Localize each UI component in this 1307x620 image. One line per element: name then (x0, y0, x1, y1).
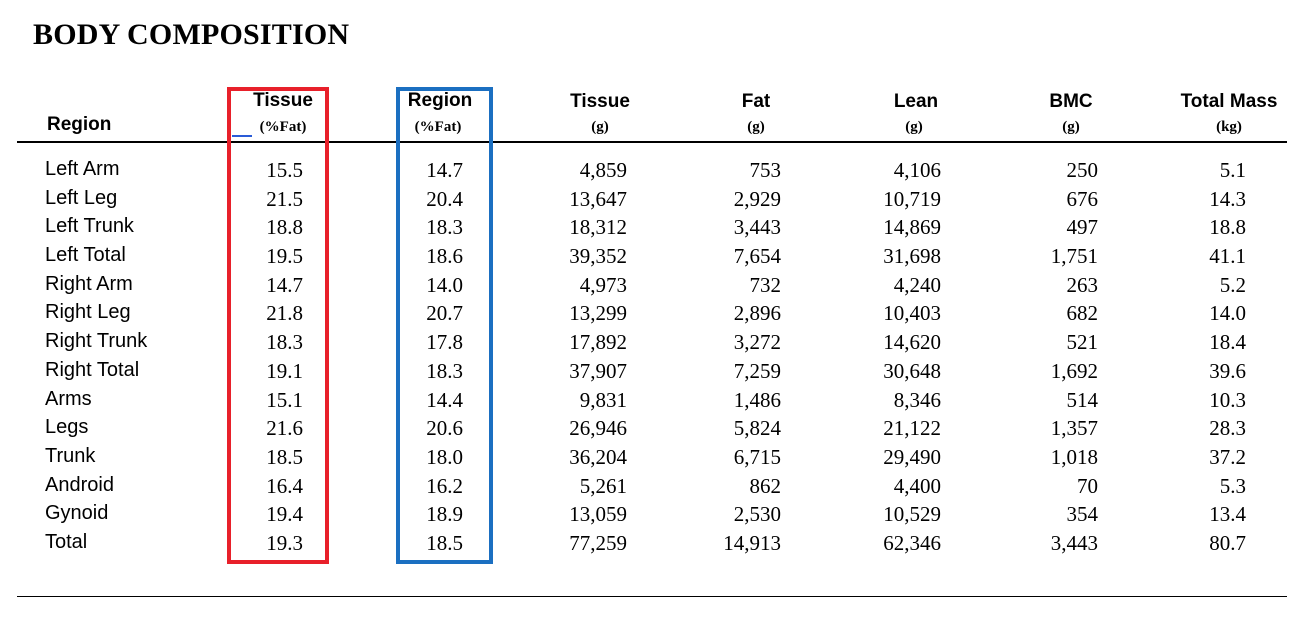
table-row (0, 241, 1307, 270)
tissue-pct-cell: 15.1 (266, 387, 303, 412)
bmc-cell: 263 (1066, 272, 1098, 297)
lean-cell: 62,346 (883, 530, 941, 555)
region-pct-cell: 14.4 (426, 387, 463, 412)
region-name-cell: Left Total (45, 244, 126, 267)
total-mass-cell: 5.1 (1219, 158, 1246, 182)
tissue-g-cell: 4,859 (579, 158, 627, 182)
fat-cell: 2,896 (733, 301, 781, 326)
table-row (0, 155, 1307, 184)
lean-cell: 29,490 (883, 444, 941, 469)
header-total-mass-unit: (kg) (1216, 119, 1242, 135)
total-mass-cell: 41.1 (1209, 244, 1246, 269)
bmc-cell: 1,751 (1050, 244, 1098, 269)
header-tissue-pct-unit: (%Fat) (259, 119, 307, 135)
header-divider (17, 141, 1287, 143)
total-mass-cell: 37.2 (1209, 444, 1246, 469)
tissue-pct-cell: 19.1 (266, 358, 303, 383)
region-pct-cell: 14.7 (426, 158, 463, 182)
bmc-cell: 3,443 (1050, 530, 1098, 555)
fat-cell: 3,272 (733, 330, 781, 355)
tissue-pct-cell: 19.5 (266, 244, 303, 269)
region-fat-highlight-box (396, 87, 493, 564)
lean-cell: 14,869 (883, 215, 941, 240)
header-fat-unit: (g) (747, 119, 765, 135)
header-region-pct-unit: (%Fat) (414, 119, 462, 135)
region-pct-cell: 18.3 (426, 358, 463, 383)
tissue-pct-cell: 21.5 (266, 186, 303, 211)
bmc-cell: 250 (1066, 158, 1098, 182)
region-pct-cell: 20.7 (426, 301, 463, 326)
tissue-g-cell: 13,059 (569, 502, 627, 527)
fat-cell: 2,530 (733, 502, 781, 527)
total-mass-cell: 10.3 (1209, 387, 1246, 412)
tissue-g-cell: 5,261 (579, 473, 627, 498)
tissue-g-cell: 37,907 (569, 358, 627, 383)
total-mass-cell: 80.7 (1209, 530, 1246, 555)
fat-cell: 7,259 (733, 358, 781, 383)
header-region-pct-label: Region (407, 90, 473, 111)
tissue-g-cell: 36,204 (569, 444, 627, 469)
region-pct-cell: 18.3 (426, 215, 463, 240)
lean-cell: 4,240 (893, 272, 941, 297)
table-body (0, 155, 1307, 557)
table-row (0, 442, 1307, 471)
tissue-pct-cell: 18.3 (266, 330, 303, 355)
fat-cell: 732 (749, 272, 781, 297)
tissue-g-cell: 18,312 (569, 215, 627, 240)
table-row (0, 413, 1307, 442)
region-name-cell: Gynoid (45, 502, 109, 525)
region-name-cell: Right Trunk (45, 330, 148, 353)
header-tissue-pct-label: Tissue (253, 90, 313, 111)
table-row (0, 528, 1307, 557)
region-pct-cell: 18.5 (426, 530, 463, 555)
tissue-pct-cell: 21.6 (266, 416, 303, 441)
table-row (0, 327, 1307, 356)
tissue-pct-cell: 15.5 (266, 158, 303, 182)
lean-cell: 21,122 (883, 416, 941, 441)
total-mass-cell: 5.3 (1219, 473, 1246, 498)
tissue-pct-cell: 14.7 (266, 272, 303, 297)
lean-cell: 4,106 (893, 158, 941, 182)
lean-cell: 10,719 (883, 186, 941, 211)
header-tissue-g-unit: (g) (591, 119, 609, 135)
lean-cell: 8,346 (893, 387, 941, 412)
bmc-cell: 521 (1066, 330, 1098, 355)
fat-cell: 14,913 (723, 530, 781, 555)
lean-cell: 10,529 (883, 502, 941, 527)
region-pct-cell: 14.0 (426, 272, 463, 297)
table-row (0, 270, 1307, 299)
lean-cell: 30,648 (883, 358, 941, 383)
header-fat-label: Fat (741, 91, 771, 112)
tissue-g-cell: 4,973 (579, 272, 627, 297)
bmc-cell: 682 (1066, 301, 1098, 326)
header-tissue-g-label: Tissue (570, 91, 630, 112)
tissue-pct-cell: 19.3 (266, 530, 303, 555)
tissue-g-cell: 13,299 (569, 301, 627, 326)
total-mass-cell: 28.3 (1209, 416, 1246, 441)
region-pct-cell: 20.6 (426, 416, 463, 441)
tissue-g-cell: 26,946 (569, 416, 627, 441)
region-name-cell: Trunk (45, 444, 96, 467)
fat-cell: 753 (749, 158, 781, 182)
region-pct-cell: 20.4 (426, 186, 463, 211)
bmc-cell: 354 (1066, 502, 1098, 527)
region-pct-cell: 18.9 (426, 502, 463, 527)
header-bmc-label: BMC (1049, 91, 1093, 112)
region-pct-cell: 18.0 (426, 444, 463, 469)
total-mass-cell: 5.2 (1219, 272, 1246, 297)
bmc-cell: 514 (1066, 387, 1098, 412)
table-row (0, 385, 1307, 414)
region-name-cell: Left Trunk (45, 215, 134, 238)
page-title: BODY COMPOSITION (33, 18, 350, 51)
header-total-mass-label: Total Mass (1180, 91, 1278, 112)
lean-cell: 10,403 (883, 301, 941, 326)
fat-cell: 5,824 (733, 416, 781, 441)
region-name-cell: Right Leg (45, 301, 131, 324)
total-mass-cell: 18.4 (1209, 330, 1246, 355)
tissue-pct-cell: 18.8 (266, 215, 303, 240)
fat-cell: 6,715 (733, 444, 781, 469)
region-name-cell: Right Total (45, 358, 140, 381)
region-name-cell: Right Arm (45, 272, 133, 295)
table-row (0, 212, 1307, 241)
bmc-cell: 1,018 (1050, 444, 1098, 469)
region-name-cell: Left Leg (45, 186, 118, 209)
tissue-fat-highlight-box (227, 87, 329, 564)
tissue-g-cell: 17,892 (569, 330, 627, 355)
total-mass-cell: 14.0 (1209, 301, 1246, 326)
tissue-g-cell: 9,831 (579, 387, 627, 412)
bmc-cell: 676 (1066, 186, 1098, 211)
header-lean-label: Lean (893, 91, 939, 112)
header-lean-unit: (g) (905, 119, 923, 135)
tissue-g-cell: 77,259 (569, 530, 627, 555)
bmc-cell: 497 (1066, 215, 1098, 240)
header-region: Region (47, 114, 112, 135)
tissue-pct-cell: 18.5 (266, 444, 303, 469)
region-name-cell: Total (45, 530, 88, 553)
table-row (0, 471, 1307, 500)
region-name-cell: Android (45, 473, 114, 496)
bmc-cell: 70 (1077, 473, 1098, 498)
fat-cell: 2,929 (733, 186, 781, 211)
lean-cell: 4,400 (893, 473, 941, 498)
region-name-cell: Left Arm (45, 158, 120, 180)
table-row (0, 184, 1307, 213)
bmc-cell: 1,357 (1050, 416, 1098, 441)
total-mass-cell: 14.3 (1209, 186, 1246, 211)
total-mass-cell: 39.6 (1209, 358, 1246, 383)
lean-cell: 14,620 (883, 330, 941, 355)
bmc-cell: 1,692 (1050, 358, 1098, 383)
table-row (0, 298, 1307, 327)
table-row (0, 356, 1307, 385)
total-mass-cell: 18.8 (1209, 215, 1246, 240)
fat-cell: 7,654 (733, 244, 781, 269)
tissue-g-cell: 13,647 (569, 186, 627, 211)
region-pct-cell: 18.6 (426, 244, 463, 269)
tissue-pct-cell: 16.4 (266, 473, 303, 498)
lean-cell: 31,698 (883, 244, 941, 269)
tissue-g-cell: 39,352 (569, 244, 627, 269)
tissue-pct-cell: 21.8 (266, 301, 303, 326)
region-pct-cell: 16.2 (426, 473, 463, 498)
region-pct-cell: 17.8 (426, 330, 463, 355)
table-row (0, 499, 1307, 528)
region-name-cell: Arms (45, 387, 92, 410)
header-bmc-unit: (g) (1062, 119, 1080, 135)
fat-cell: 1,486 (733, 387, 781, 412)
fat-cell: 3,443 (733, 215, 781, 240)
total-mass-cell: 13.4 (1209, 502, 1246, 527)
fat-cell: 862 (749, 473, 781, 498)
tissue-pct-cell: 19.4 (266, 502, 303, 527)
region-name-cell: Legs (45, 416, 89, 439)
table-bottom-divider (17, 596, 1287, 597)
